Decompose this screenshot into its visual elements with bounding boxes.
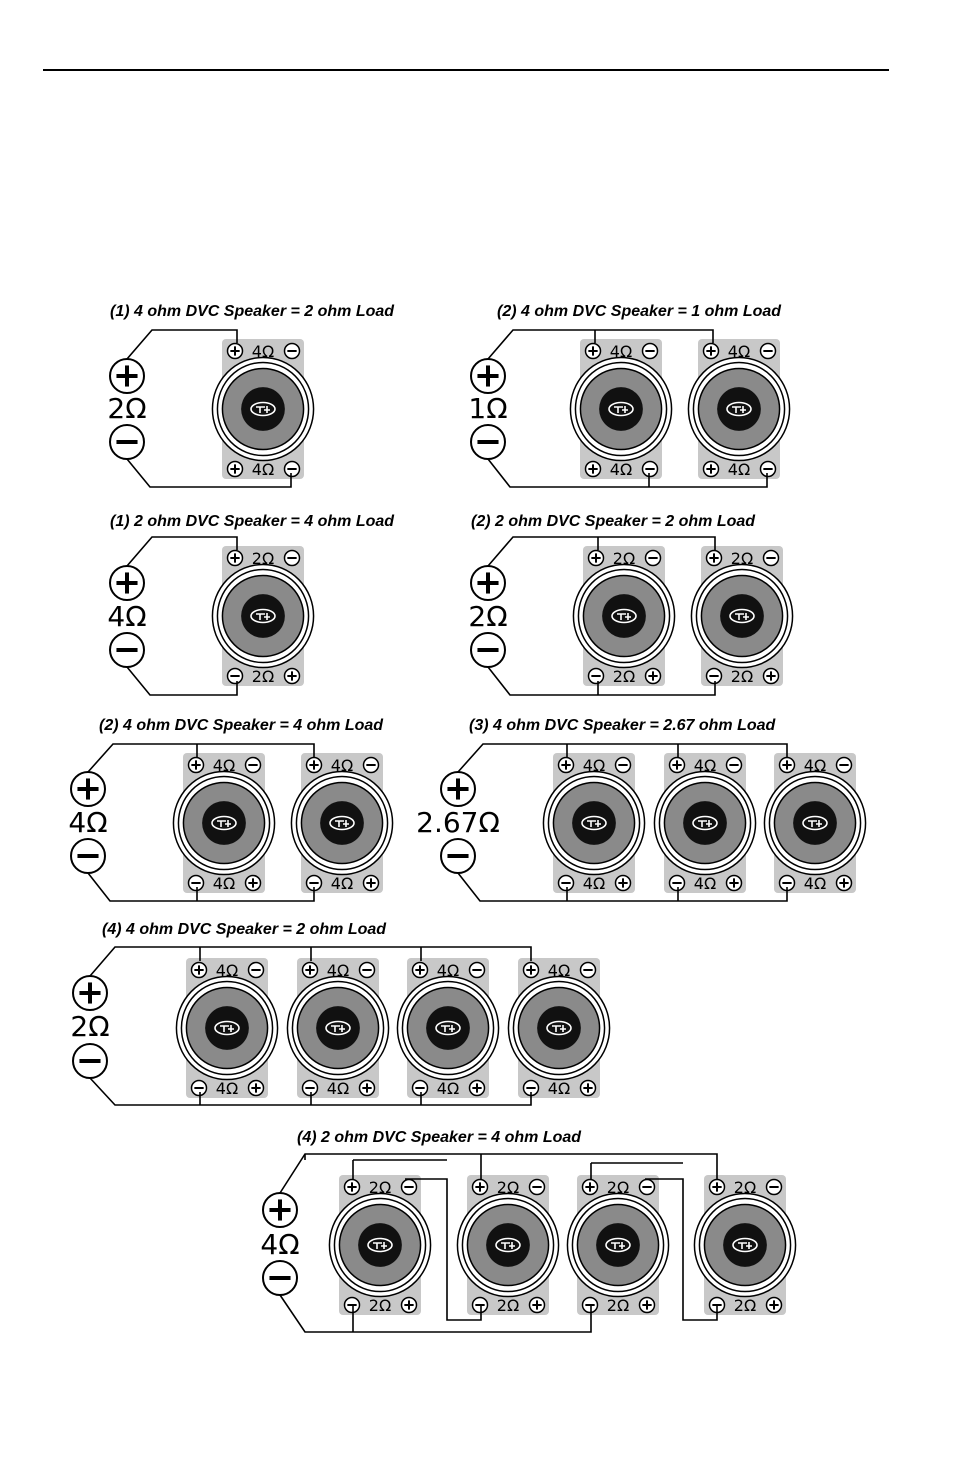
plus-circle-icon [364, 876, 379, 891]
plus-circle-icon [837, 876, 852, 891]
coil-impedance-top: 4Ω [609, 342, 633, 361]
speaker-dust-cap [723, 1223, 767, 1267]
minus-circle-icon [583, 1298, 598, 1313]
coil-impedance-bottom: 4Ω [326, 1079, 350, 1098]
plus-circle-icon [583, 1180, 598, 1195]
plus-circle-icon [471, 566, 505, 600]
amplifier-terminals [107, 566, 146, 667]
speaker-1 [570, 339, 671, 479]
plus-circle-icon [360, 1081, 375, 1096]
diagram-title: (2) 2 ohm DVC Speaker = 2 ohm Load [471, 513, 756, 530]
plus-circle-icon [249, 1081, 264, 1096]
plus-circle-icon [589, 551, 604, 566]
minus-circle-icon [110, 633, 144, 667]
plus-circle-icon [710, 1180, 725, 1195]
diagram-8 [260, 1129, 795, 1332]
speaker-4 [694, 1175, 795, 1315]
coil-impedance-bottom: 4Ω [436, 1079, 460, 1098]
diagram-3 [107, 513, 395, 695]
plus-circle-icon [471, 359, 505, 393]
speaker-dust-cap [241, 387, 285, 431]
coil-impedance-bottom: 4Ω [609, 460, 633, 479]
plus-circle-icon [670, 758, 685, 773]
coil-impedance-bottom: 4Ω [582, 874, 606, 893]
speaker-dust-cap [717, 387, 761, 431]
plus-circle-icon [704, 344, 719, 359]
minus-circle-icon [581, 963, 596, 978]
plus-circle-icon [228, 551, 243, 566]
minus-circle-icon [364, 758, 379, 773]
plus-circle-icon [524, 963, 539, 978]
minus-circle-icon [640, 1180, 655, 1195]
minus-circle-icon [764, 551, 779, 566]
diagram-1 [107, 303, 395, 487]
coil-impedance-top: 2Ω [251, 549, 275, 568]
coil-impedance-bottom: 2Ω [368, 1296, 392, 1315]
diagram-6 [416, 717, 865, 901]
speaker-dust-cap [793, 801, 837, 845]
plus-circle-icon [402, 1298, 417, 1313]
coil-impedance-bottom: 2Ω [496, 1296, 520, 1315]
diagram-title: (4) 2 ohm DVC Speaker = 4 ohm Load [297, 1129, 582, 1146]
minus-circle-icon [249, 963, 264, 978]
minus-circle-icon [470, 963, 485, 978]
minus-circle-icon [471, 633, 505, 667]
coil-impedance-top: 4Ω [436, 961, 460, 980]
coil-impedance-top: 4Ω [326, 961, 350, 980]
minus-circle-icon [413, 1081, 428, 1096]
minus-circle-icon [285, 462, 300, 477]
coil-impedance-top: 4Ω [803, 756, 827, 775]
coil-impedance-bottom: 4Ω [547, 1079, 571, 1098]
diagram-title: (4) 4 ohm DVC Speaker = 2 ohm Load [102, 921, 387, 938]
load-impedance: 4Ω [107, 600, 147, 633]
plus-circle-icon [285, 669, 300, 684]
plus-circle-icon [640, 1298, 655, 1313]
speaker-2 [654, 753, 755, 893]
diagram-title: (1) 2 ohm DVC Speaker = 4 ohm Load [110, 513, 395, 530]
speaker-3 [567, 1175, 668, 1315]
plus-circle-icon [246, 876, 261, 891]
diagram-title: (2) 4 ohm DVC Speaker = 4 ohm Load [99, 717, 384, 734]
plus-circle-icon [707, 551, 722, 566]
plus-circle-icon [307, 758, 322, 773]
minus-circle-icon [345, 1298, 360, 1313]
diagram-title: (1) 4 ohm DVC Speaker = 2 ohm Load [110, 303, 395, 320]
plus-circle-icon [303, 963, 318, 978]
plus-circle-icon [345, 1180, 360, 1195]
header-rule [43, 69, 889, 71]
amplifier-terminals [260, 1193, 299, 1295]
coil-impedance-top: 2Ω [733, 1178, 757, 1197]
coil-impedance-bottom: 4Ω [215, 1079, 239, 1098]
coil-impedance-top: 4Ω [215, 961, 239, 980]
plus-circle-icon [646, 669, 661, 684]
minus-circle-icon [767, 1180, 782, 1195]
coil-impedance-top: 4Ω [251, 342, 275, 361]
minus-circle-icon [110, 425, 144, 459]
load-impedance: 2Ω [70, 1010, 110, 1043]
plus-circle-icon [228, 344, 243, 359]
minus-circle-icon [670, 876, 685, 891]
diagram-4 [468, 513, 792, 695]
minus-circle-icon [285, 344, 300, 359]
speaker-dust-cap [316, 1006, 360, 1050]
coil-impedance-top: 2Ω [368, 1178, 392, 1197]
minus-circle-icon [189, 876, 204, 891]
load-impedance: 2Ω [468, 600, 508, 633]
plus-circle-icon [470, 1081, 485, 1096]
minus-circle-icon [727, 758, 742, 773]
plus-circle-icon [530, 1298, 545, 1313]
coil-impedance-bottom: 2Ω [612, 667, 636, 686]
coil-impedance-top: 4Ω [693, 756, 717, 775]
plus-circle-icon [704, 462, 719, 477]
speaker-1 [573, 546, 674, 686]
speaker-dust-cap [572, 801, 616, 845]
coil-impedance-top: 4Ω [330, 756, 354, 775]
wire [127, 667, 237, 695]
minus-circle-icon [303, 1081, 318, 1096]
speaker-dust-cap [202, 801, 246, 845]
plus-circle-icon [110, 566, 144, 600]
speaker-2 [691, 546, 792, 686]
speaker-dust-cap [599, 387, 643, 431]
coil-impedance-bottom: 2Ω [730, 667, 754, 686]
minus-circle-icon [285, 551, 300, 566]
plus-circle-icon [413, 963, 428, 978]
speaker-dust-cap [602, 594, 646, 638]
plus-circle-icon [727, 876, 742, 891]
minus-circle-icon [228, 669, 243, 684]
coil-impedance-top: 4Ω [727, 342, 751, 361]
coil-impedance-bottom: 2Ω [606, 1296, 630, 1315]
plus-circle-icon [767, 1298, 782, 1313]
coil-impedance-top: 4Ω [212, 756, 236, 775]
speaker-1 [173, 753, 274, 893]
minus-circle-icon [441, 839, 475, 873]
minus-circle-icon [246, 758, 261, 773]
plus-circle-icon [73, 976, 107, 1010]
amplifier-terminals [468, 566, 507, 667]
plus-circle-icon [586, 344, 601, 359]
plus-circle-icon [189, 758, 204, 773]
speaker-1 [543, 753, 644, 893]
speaker-2 [291, 753, 392, 893]
diagram-5 [68, 717, 392, 901]
minus-circle-icon [616, 758, 631, 773]
speaker-1 [329, 1175, 430, 1315]
coil-impedance-top: 2Ω [730, 549, 754, 568]
speaker-dust-cap [426, 1006, 470, 1050]
minus-circle-icon [761, 344, 776, 359]
amplifier-terminals [107, 359, 146, 459]
speaker-2 [287, 958, 388, 1098]
minus-circle-icon [73, 1044, 107, 1078]
coil-impedance-top: 2Ω [606, 1178, 630, 1197]
coil-impedance-bottom: 4Ω [727, 460, 751, 479]
speaker-dust-cap [683, 801, 727, 845]
speaker-dust-cap [537, 1006, 581, 1050]
minus-circle-icon [71, 839, 105, 873]
coil-impedance-bottom: 4Ω [251, 460, 275, 479]
speaker-3 [397, 958, 498, 1098]
minus-circle-icon [360, 963, 375, 978]
diagram-title: (2) 4 ohm DVC Speaker = 1 ohm Load [497, 303, 782, 320]
speaker-2 [688, 339, 789, 479]
amplifier-terminals [70, 976, 109, 1078]
plus-circle-icon [581, 1081, 596, 1096]
load-impedance: 4Ω [260, 1228, 300, 1261]
speaker-dust-cap [720, 594, 764, 638]
plus-circle-icon [263, 1193, 297, 1227]
coil-impedance-bottom: 4Ω [330, 874, 354, 893]
coil-impedance-top: 2Ω [496, 1178, 520, 1197]
wire [127, 330, 237, 359]
plus-circle-icon [780, 758, 795, 773]
minus-circle-icon [192, 1081, 207, 1096]
plus-circle-icon [192, 963, 207, 978]
load-impedance: 2Ω [107, 392, 147, 425]
plus-circle-icon [71, 772, 105, 806]
minus-circle-icon [530, 1180, 545, 1195]
minus-circle-icon [471, 425, 505, 459]
diagram-7 [70, 921, 609, 1105]
plus-circle-icon [586, 462, 601, 477]
load-impedance: 4Ω [68, 806, 108, 839]
amplifier-terminals [468, 359, 507, 459]
speaker-3 [764, 753, 865, 893]
plus-circle-icon [764, 669, 779, 684]
minus-circle-icon [643, 462, 658, 477]
plus-circle-icon [110, 359, 144, 393]
minus-circle-icon [473, 1298, 488, 1313]
diagram-2 [468, 303, 789, 487]
minus-circle-icon [761, 462, 776, 477]
coil-impedance-top: 4Ω [582, 756, 606, 775]
coil-impedance-bottom: 2Ω [251, 667, 275, 686]
amplifier-terminals [416, 772, 500, 873]
speaker-1 [212, 339, 313, 479]
speaker-dust-cap [358, 1223, 402, 1267]
load-impedance: 1Ω [468, 392, 508, 425]
speaker-dust-cap [486, 1223, 530, 1267]
load-impedance: 2.67Ω [416, 806, 500, 839]
speaker-1 [176, 958, 277, 1098]
plus-circle-icon [441, 772, 475, 806]
plus-circle-icon [228, 462, 243, 477]
speaker-dust-cap [320, 801, 364, 845]
plus-circle-icon [559, 758, 574, 773]
speaker-dust-cap [241, 594, 285, 638]
speaker-4 [508, 958, 609, 1098]
speaker-dust-cap [596, 1223, 640, 1267]
minus-circle-icon [707, 669, 722, 684]
wire [127, 537, 237, 566]
minus-circle-icon [402, 1180, 417, 1195]
amplifier-terminals [68, 772, 107, 873]
minus-circle-icon [559, 876, 574, 891]
minus-circle-icon [643, 344, 658, 359]
minus-circle-icon [646, 551, 661, 566]
coil-impedance-bottom: 4Ω [212, 874, 236, 893]
speaker-2 [457, 1175, 558, 1315]
speaker-1 [212, 546, 313, 686]
minus-circle-icon [263, 1261, 297, 1295]
plus-circle-icon [473, 1180, 488, 1195]
speaker-dust-cap [205, 1006, 249, 1050]
coil-impedance-top: 4Ω [547, 961, 571, 980]
plus-circle-icon [616, 876, 631, 891]
coil-impedance-bottom: 4Ω [693, 874, 717, 893]
coil-impedance-bottom: 2Ω [733, 1296, 757, 1315]
coil-impedance-bottom: 4Ω [803, 874, 827, 893]
diagram-title: (3) 4 ohm DVC Speaker = 2.67 ohm Load [469, 717, 776, 734]
minus-circle-icon [837, 758, 852, 773]
coil-impedance-top: 2Ω [612, 549, 636, 568]
minus-circle-icon [589, 669, 604, 684]
